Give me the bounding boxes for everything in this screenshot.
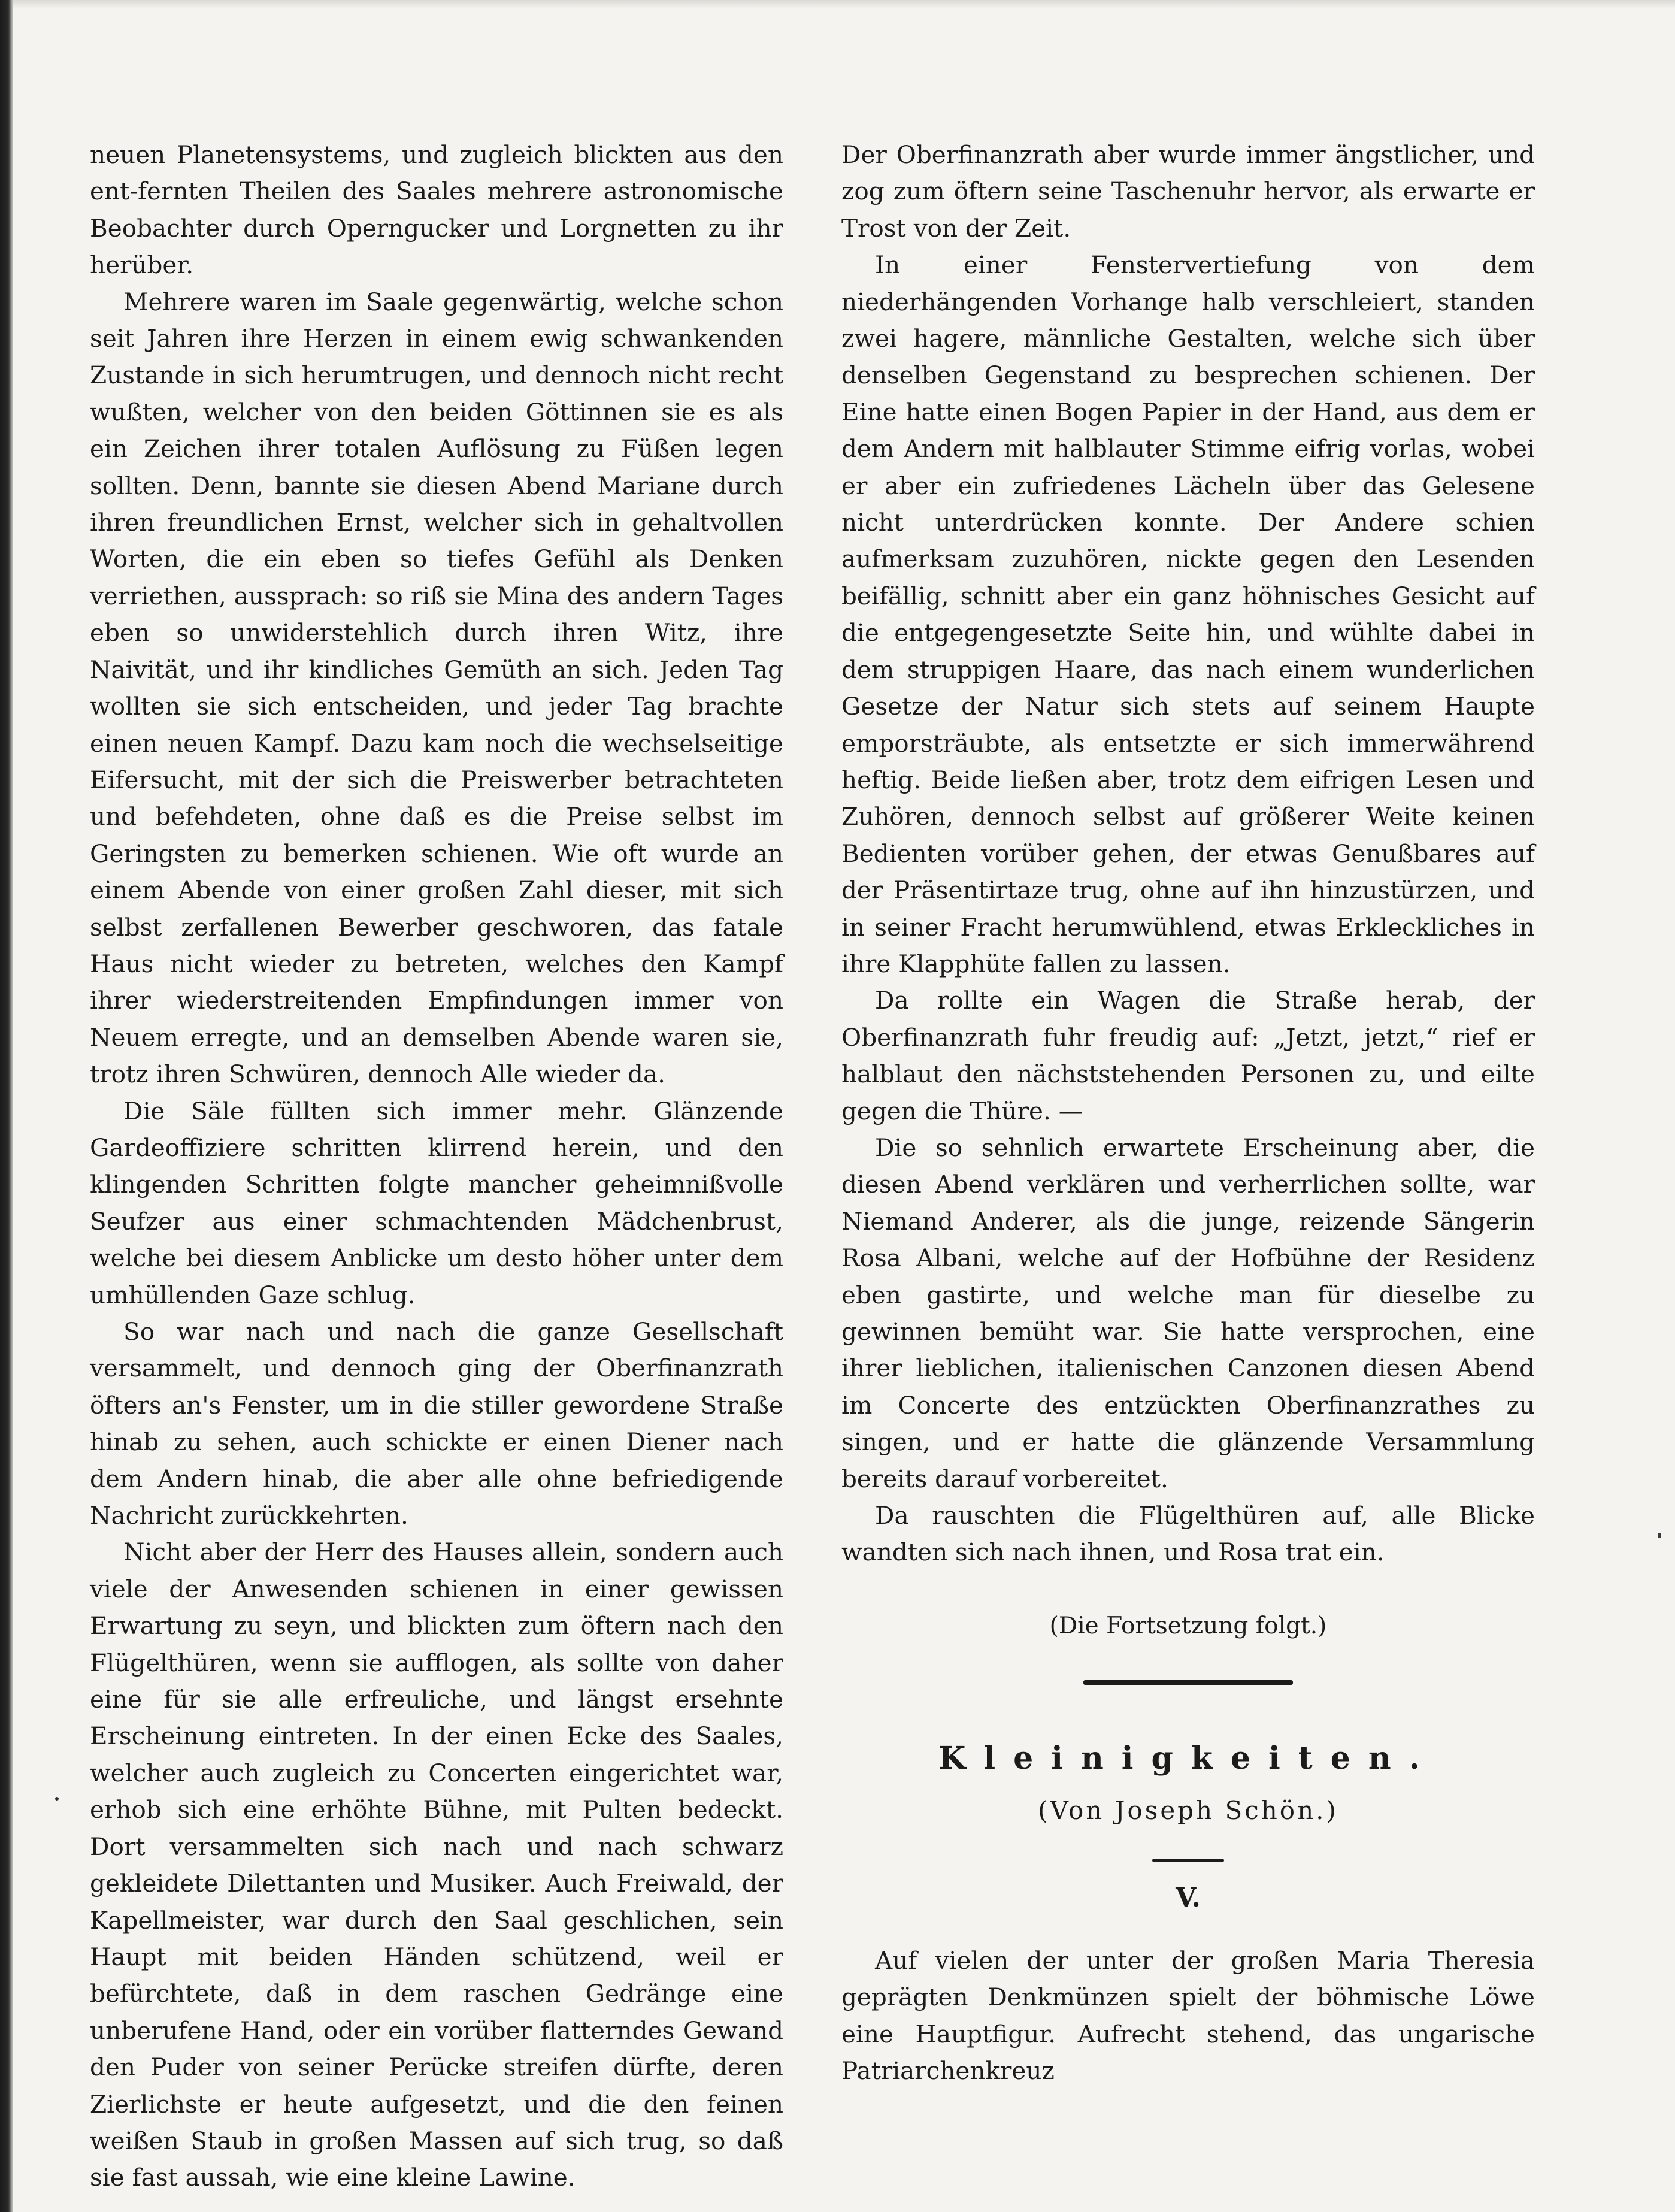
page-binding-edge (0, 0, 13, 2212)
paragraph: Nicht aber der Herr des Hauses allein, sondern auch viele der Anwesenden schienen in einer gewissen Erwartung zu seyn, und blickten zum öftern nach den Flügelthüren, wenn sie aufflogen, als sollte von daher eine für sie alle erfreuliche, und längst ersehnte Erscheinung eintreten. In der einen Ecke des Saales, welcher auch zugleich zu Concerten eingerichtet war, erhob sich eine erhöhte Bühne, mit Pulten bedeckt. Dort versammelten sich nach und nach schwarz gekleidete Dilettanten und Musiker. Auch Freiwald, der Kapellmeister, war durch den Saal geschlichen, sein Haupt mit beiden Händen schützend, weil er befürchtete, daß in dem raschen Gedränge eine unberufene Hand, oder ein vorüber flatterndes Gewand den Puder von seiner Perücke streifen dürfte, deren Zierlichste er heute aufgesetzt, und die den feinen weißen Staub in großen Massen auf sich trug, so daß sie fast aussah, wie eine kleine Lawine. (90, 1538, 783, 2192)
continuation-note: (Die Fortsetzung folgt.) (1049, 1612, 1327, 1639)
paragraph: neuen Planetensystems, und zugleich blickten aus den ent-fernten Theilen des Saales mehrere astronomische Beobachter durch Operngucker und Lorgnetten zu ihr herüber. (90, 140, 783, 280)
paragraph: So war nach und nach die ganze Gesellschaft versammelt, und dennoch ging der Oberfinanzrath öfters an's Fenster, um in die stiller gewordene Straße hinab zu sehen, auch schickte er einen Diener nach dem Andern hinab, die aber alle ohne befriedigende Nachricht zurückkehrten. (90, 1317, 783, 1530)
ink-speck (55, 1797, 59, 1801)
ink-mark (1658, 1533, 1661, 1538)
paragraph: Mehrere waren im Saale gegenwärtig, welche schon seit Jahren ihre Herzen in einem ewig schwankenden Zustande in sich herumtrugen, und dennoch nicht recht wußten, welcher von den beiden Göttinnen sie es als ein Zeichen ihrer totalen Auflösung zu Füßen legen sollten. Denn, bannte sie diesen Abend Mariane durch ihren freundlichen Ernst, welcher sich in gehaltvollen Worten, die ein eben so tiefes Gefühl als Denken verriethen, aussprach: so riß sie Mina des andern Tages eben so unwiderstehlich durch ihren Witz, ihre Naivität, und ihr kindliches Gemüth an sich. Jeden Tag wollten sie sich entscheiden, und jeder Tag brachte einen neuen Kampf. Dazu kam noch die wechselseitige Eifersucht, mit der sich die Preiswerber betrachteten und befehdeten, ohne daß es die Preise selbst im Geringsten zu bemerken schienen. Wie oft wurde an einem Abende von einer großen Zahl dieser, mit sich selbst zerfallenen Bewerber geschworen, das fatale Haus nicht wieder zu betreten, welches den Kampf ihrer wiederstreitenden Empfindungen immer von Neuem erregte, und an demselben Abende waren sie, trotz ihren Schwüren, dennoch Alle wieder da. (90, 287, 783, 1089)
section-divider (1083, 1680, 1293, 1685)
paragraph: Die so sehnlich erwartete Erscheinung aber, die diesen Abend verklären und verherrlichen sollte, war Niemand Anderer, als die junge, reizende Sängerin Rosa Albani, welche auf der Hofbühne der Residenz eben gastirte, und welche man für dieselbe zu gewinnen bemüht war. Sie hatte versprochen, eine ihrer lieblichen, italienischen Canzonen diesen Abend im Concerte des entzückten Oberfinanzrathes zu singen, und er hatte die glänzende Versammlung bereits darauf vorbereitet. (841, 1133, 1535, 1493)
page-top-edge (0, 0, 1675, 8)
section-author: (Von Joseph Schön.) (1038, 1795, 1338, 1825)
paragraph: Die Säle füllten sich immer mehr. Glänzende Gardeoffiziere schritten klirrend herein, und den klingenden Schritten folgte mancher geheimnißvolle Seufzer aus einer schmachtenden Mädchenbrust, welche bei diesem Anblicke um desto höher unter dem umhüllenden Gaze schlug. (90, 1096, 783, 1309)
paragraph: Da rauschten die Flügelthüren auf, alle Blicke wandten sich nach ihnen, und Rosa trat ein. (841, 1501, 1535, 1567)
paragraph: In einer Fenstervertiefung von dem niederhängenden Vorhange halb verschleiert, standen zwei hagere, männliche Gestalten, welche sich über denselben Gegenstand zu besprechen schienen. Der Eine hatte einen Bogen Papier in der Hand, aus dem er dem Andern mit halblauter Stimme eifrig vorlas, wobei er aber ein zufriedenes Lächeln über das Gelesene nicht unterdrücken konnte. Der Andere schien aufmerksam zuzuhören, nickte gegen den Lesenden beifällig, schnitt aber ein ganz höhnisches Gesicht auf die entgegengesetzte Seite hin, und wühlte dabei in dem struppigen Haare, das nach einem wunderlichen Gesetze der Natur sich stets auf seinem Haupte emporsträubte, als entsetzte er sich immerwährend heftig. Beide ließen aber, trotz dem eifrigen Lesen und Zuhören, dennoch selbst auf größerer Weite keinen Bedienten vorüber gehen, der etwas Genußbares auf der Präsentirtaze trug, ohne auf ihn hinzustürzen, und in seiner Fracht herumwühlend, etwas Erkleckliches in ihre Klapphüte fallen zu lassen. (841, 250, 1535, 978)
section-title: Kleinigkeiten. (938, 1739, 1438, 1777)
section-number: V. (1176, 1882, 1201, 1913)
left-column (90, 137, 783, 2196)
section-body: Auf vielen der unter der großen Maria Theresia geprägten Denkmünzen spielt der böhmische Löwe eine Hauptfigur. Aufrecht stehend, das ungarische Patriarchenkreuz (841, 1945, 1535, 2086)
paragraph: Da rollte ein Wagen die Straße herab, der Oberfinanzrath fuhr freudig auf: „Jetzt, jetzt,“ rief er halblaut den nächststehenden Personen zu, und eilte gegen die Thüre. — (841, 986, 1535, 1125)
paragraph: Der Oberfinanzrath aber wurde immer ängstlicher, und zog zum öftern seine Taschenuhr hervor, als erwarte er Trost von der Zeit. (841, 140, 1535, 243)
right-column (841, 137, 1535, 2089)
section-divider-short (1152, 1859, 1224, 1862)
